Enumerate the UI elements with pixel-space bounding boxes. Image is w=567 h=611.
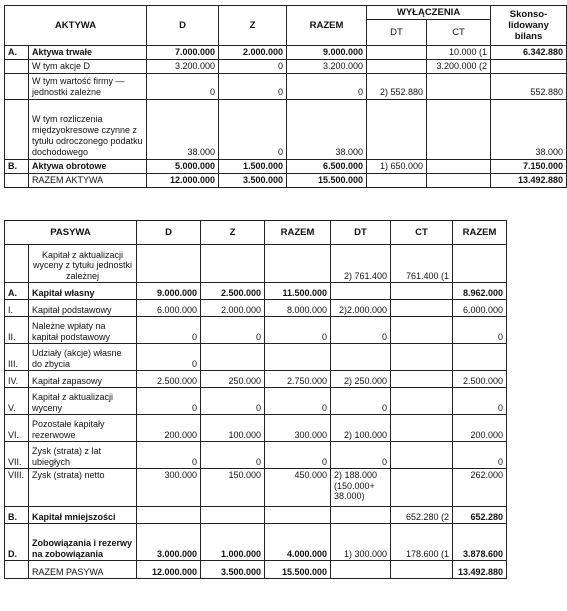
cell-d: 300.000 — [137, 469, 201, 507]
cell-dt: 2) 250.000 — [331, 371, 391, 388]
cell-razem-consolidated: 0 — [453, 388, 507, 415]
liabilities-table — [4, 220, 507, 579]
cell-ct — [427, 160, 491, 174]
header-pasywa: PASYWA — [5, 221, 137, 245]
cell-d: 9.000.000 — [137, 283, 201, 300]
row-label: Kapitał z aktualizacji wyceny — [29, 388, 137, 415]
cell-d: 0 — [147, 74, 219, 100]
cell-ct — [391, 415, 453, 442]
cell-razem: 8.000.000 — [265, 300, 331, 317]
cell-dt — [331, 561, 391, 579]
cell-d: 38.000 — [147, 100, 219, 160]
table-row — [5, 283, 507, 300]
cell-razem-consolidated: 0 — [453, 317, 507, 344]
cell-razem: 9.000.000 — [287, 46, 367, 60]
cell-z: 3.500.000 — [219, 174, 287, 188]
cell-razem: 6.500.000 — [287, 160, 367, 174]
cell-razem: 11.500.000 — [265, 283, 331, 300]
row-code: VI. — [5, 415, 29, 442]
row-label: Zysk (strata) netto — [29, 469, 137, 507]
table-row — [5, 245, 507, 283]
table-row — [5, 160, 567, 174]
cell-razem-consolidated: 6.000.000 — [453, 300, 507, 317]
cell-z: 0 — [201, 388, 265, 415]
row-code: VIII. — [5, 469, 29, 507]
row-label: Kapitał zapasowy — [29, 371, 137, 388]
row-code: IV. — [5, 371, 29, 388]
cell-dt: 2)2.000.000 — [331, 300, 391, 317]
cell-skonsolidowany: 13.492.880 — [491, 174, 567, 188]
header-z: Z — [219, 6, 287, 46]
cell-ct — [391, 388, 453, 415]
row-code: B. — [5, 507, 29, 524]
cell-ct: 178.600 (1 — [391, 524, 453, 561]
cell-d: 0 — [137, 317, 201, 344]
cell-dt — [367, 174, 427, 188]
cell-skonsolidowany: 552.880 — [491, 74, 567, 100]
cell-z: 2.000.000 — [201, 300, 265, 317]
row-code: V. — [5, 388, 29, 415]
header-razem-consolidated: RAZEM — [453, 221, 507, 245]
table-row — [5, 415, 507, 442]
cell-dt — [331, 507, 391, 524]
row-label: Kapitał podstawowy — [29, 300, 137, 317]
cell-razem-consolidated: 652.280 — [453, 507, 507, 524]
table-row — [5, 442, 507, 469]
cell-razem — [265, 245, 331, 283]
cell-razem: 450.000 — [265, 469, 331, 507]
cell-d — [137, 245, 201, 283]
cell-ct — [391, 283, 453, 300]
cell-dt: 2) 552.880 — [367, 74, 427, 100]
row-code: I. — [5, 300, 29, 317]
cell-razem — [265, 344, 331, 371]
cell-z: 250.000 — [201, 371, 265, 388]
cell-dt: 2) 100.000 — [331, 415, 391, 442]
table-row — [5, 300, 507, 317]
assets-table — [4, 5, 567, 188]
cell-z — [201, 507, 265, 524]
row-label: Udziały (akcje) własne do zbycia — [29, 344, 137, 371]
cell-ct: 761.400 (1 — [391, 245, 453, 283]
table-row — [5, 507, 507, 524]
row-code: D. — [5, 524, 29, 561]
cell-z: 100.000 — [201, 415, 265, 442]
table-row — [5, 469, 507, 507]
cell-d: 12.000.000 — [137, 561, 201, 579]
cell-dt: 2) 188.000 (150.000+ 38.000) — [331, 469, 391, 507]
row-code: VII. — [5, 442, 29, 469]
cell-razem — [265, 507, 331, 524]
row-label: W tym akcje D — [29, 60, 147, 74]
row-code — [5, 561, 29, 579]
cell-z: 0 — [201, 317, 265, 344]
totals-row — [5, 561, 507, 579]
cell-ct — [427, 100, 491, 160]
cell-razem: 15.500.000 — [287, 174, 367, 188]
cell-d: 3.000.000 — [137, 524, 201, 561]
row-code — [5, 174, 29, 188]
cell-ct — [391, 469, 453, 507]
cell-razem: 4.000.000 — [265, 524, 331, 561]
row-label: Aktywa obrotowe — [29, 160, 147, 174]
row-label: RAZEM AKTYWA — [29, 174, 147, 188]
cell-razem-consolidated: 3.878.600 — [453, 524, 507, 561]
cell-z: 0 — [201, 442, 265, 469]
row-code: B. — [5, 160, 29, 174]
table-row — [5, 344, 507, 371]
cell-dt — [331, 344, 391, 371]
cell-razem-consolidated — [453, 245, 507, 283]
cell-d: 0 — [137, 388, 201, 415]
cell-razem: 2.750.000 — [265, 371, 331, 388]
row-code: A. — [5, 46, 29, 60]
header-razem: RAZEM — [287, 6, 367, 46]
cell-d: 3.200.000 — [147, 60, 219, 74]
cell-skonsolidowany — [491, 60, 567, 74]
row-label: RAZEM PASYWA — [29, 561, 137, 579]
header-dt: DT — [367, 20, 427, 46]
cell-razem: 0 — [265, 388, 331, 415]
header-skonsolidowany: Skonso- lidowany bilans — [491, 6, 567, 46]
cell-z: 1.500.000 — [219, 160, 287, 174]
cell-z — [201, 245, 265, 283]
row-label: Aktywa trwałe — [29, 46, 147, 60]
cell-dt — [367, 100, 427, 160]
row-code: III. — [5, 344, 29, 371]
totals-row — [5, 174, 567, 188]
cell-razem: 0 — [265, 442, 331, 469]
cell-skonsolidowany: 7.150.000 — [491, 160, 567, 174]
cell-ct — [391, 317, 453, 344]
cell-dt: 2) 761.400 — [331, 245, 391, 283]
cell-ct — [391, 371, 453, 388]
cell-razem: 300.000 — [265, 415, 331, 442]
cell-ct — [427, 174, 491, 188]
table-row — [5, 46, 567, 60]
cell-razem: 15.500.000 — [265, 561, 331, 579]
header-razem: RAZEM — [265, 221, 331, 245]
header-z: Z — [201, 221, 265, 245]
header-d: D — [137, 221, 201, 245]
cell-d: 6.000.000 — [137, 300, 201, 317]
cell-z: 2.000.000 — [219, 46, 287, 60]
cell-z: 2.500.000 — [201, 283, 265, 300]
row-label: W tym wartość firmy — jednostki zależne — [29, 74, 147, 100]
cell-d: 12.000.000 — [147, 174, 219, 188]
cell-dt — [331, 283, 391, 300]
cell-razem-consolidated: 0 — [453, 442, 507, 469]
row-label: Pozostałe kapitały rezerwowe — [29, 415, 137, 442]
header-aktywa: AKTYWA — [5, 6, 147, 46]
row-code — [5, 60, 29, 74]
table-row — [5, 74, 567, 100]
header-d: D — [147, 6, 219, 46]
cell-d: 0 — [137, 442, 201, 469]
table-row — [5, 100, 567, 160]
cell-z: 150.000 — [201, 469, 265, 507]
cell-d: 7.000.000 — [147, 46, 219, 60]
header-ct: CT — [427, 20, 491, 46]
cell-dt: 1) 300.000 — [331, 524, 391, 561]
cell-razem-consolidated: 262.000 — [453, 469, 507, 507]
cell-razem-consolidated: 8.962.000 — [453, 283, 507, 300]
cell-razem-consolidated: 200.000 — [453, 415, 507, 442]
row-code: A. — [5, 283, 29, 300]
cell-razem-consolidated — [453, 344, 507, 371]
cell-ct — [427, 74, 491, 100]
cell-d: 5.000.000 — [147, 160, 219, 174]
table-row — [5, 60, 567, 74]
cell-z: 0 — [219, 60, 287, 74]
row-label: Należne wpłaty na kapitał podstawowy — [29, 317, 137, 344]
row-label: Kapitał z aktualizacji wyceny z tytułu jednostki zależnej — [29, 245, 137, 283]
row-code — [5, 100, 29, 160]
table-row — [5, 371, 507, 388]
cell-ct: 3.200.000 (2 — [427, 60, 491, 74]
header-dt: DT — [331, 221, 391, 245]
cell-dt: 0 — [331, 442, 391, 469]
cell-razem: 38.000 — [287, 100, 367, 160]
cell-razem-consolidated: 13.492.880 — [453, 561, 507, 579]
cell-ct: 10.000 (1 — [427, 46, 491, 60]
cell-dt — [367, 46, 427, 60]
cell-z: 0 — [219, 74, 287, 100]
row-label: Zobowiązania i rezerwy na zobowiązania — [29, 524, 137, 561]
cell-skonsolidowany: 38.000 — [491, 100, 567, 160]
header-ct: CT — [391, 221, 453, 245]
cell-razem: 0 — [287, 74, 367, 100]
cell-z: 0 — [219, 100, 287, 160]
cell-ct — [391, 300, 453, 317]
row-label: W tym rozliczenia międzyokresowe czynne z tytułu odroczonego podatku dochodowego — [29, 100, 147, 160]
cell-dt: 0 — [331, 388, 391, 415]
cell-razem-consolidated: 2.500.000 — [453, 371, 507, 388]
cell-d: 0 — [137, 344, 201, 371]
cell-d: 2.500.000 — [137, 371, 201, 388]
table-row — [5, 317, 507, 344]
cell-razem: 0 — [265, 317, 331, 344]
cell-razem: 3.200.000 — [287, 60, 367, 74]
cell-dt: 0 — [331, 317, 391, 344]
cell-d: 200.000 — [137, 415, 201, 442]
cell-z — [201, 344, 265, 371]
cell-z: 3.500.000 — [201, 561, 265, 579]
cell-ct — [391, 344, 453, 371]
row-code — [5, 74, 29, 100]
cell-d — [137, 507, 201, 524]
row-label: Kapitał mniejszości — [29, 507, 137, 524]
cell-ct: 652.280 (2 — [391, 507, 453, 524]
cell-skonsolidowany: 6.342.880 — [491, 46, 567, 60]
row-code — [5, 245, 29, 283]
row-label: Kapitał własny — [29, 283, 137, 300]
table-row — [5, 524, 507, 561]
cell-ct — [391, 442, 453, 469]
table-row — [5, 388, 507, 415]
cell-dt: 1) 650.000 — [367, 160, 427, 174]
cell-ct — [391, 561, 453, 579]
cell-dt — [367, 60, 427, 74]
header-wylaczenia: WYŁĄCZENIA — [367, 6, 491, 20]
row-label: Zysk (strata) z lat ubiegłych — [29, 442, 137, 469]
cell-z: 1.000.000 — [201, 524, 265, 561]
row-code: II. — [5, 317, 29, 344]
